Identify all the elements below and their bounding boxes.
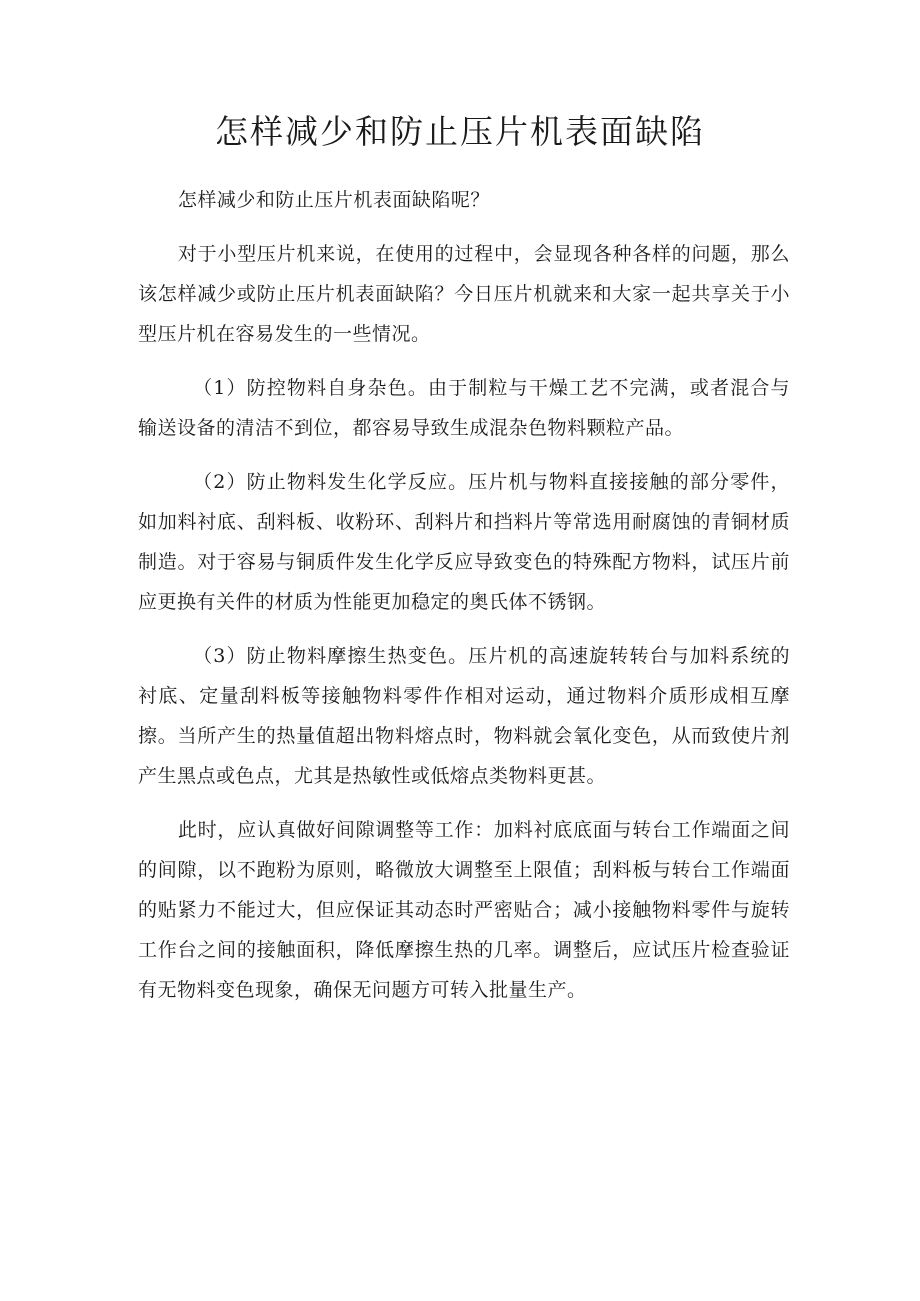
point-3-paragraph: （3）防止物料摩擦生热变色。压片机的高速旋转转台与加料系统的衬底、定量刮料板等接触物料零件作相对运动，通过物料介质形成相互摩擦。当所产生的热量值超出物料熔点时，物料就会氧化变色，从而致使片剂产生黑点或色点，尤其是热敏性或低熔点类物料更甚。 — [138, 645, 790, 787]
point-1-paragraph: （1）防控物料自身杂色。由于制粒与干燥工艺不完满，或者混合与输送设备的清洁不到位，都容易导致生成混杂色物料颗粒产品。 — [138, 377, 790, 439]
document-body — [138, 180, 790, 1024]
point-2-paragraph: （2）防止物料发生化学反应。压片机与物料直接接触的部分零件，如加料衬底、刮料板、收粉环、刮料片和挡料片等常选用耐腐蚀的青铜材质制造。对于容易与铜质件发生化学反应导致变色的特殊配方物料，试压片前应更换有关件的材质为性能更加稳定的奥氏体不锈钢。 — [138, 471, 790, 613]
adjustment-paragraph: 此时，应认真做好间隙调整等工作：加料衬底底面与转台工作端面之间的间隙，以不跑粉为原则，略微放大调整至上限值；刮料板与转台工作端面的贴紧力不能过大，但应保证其动态时严密贴合；减小接触物料零件与旋转工作台之间的接触面积，降低摩擦生热的几率。调整后，应试压片检查验证有无物料变色现象，确保无问题方可转入批量生产。 — [138, 819, 790, 1001]
intro-question-paragraph: 怎样减少和防止压片机表面缺陷呢？ — [177, 189, 490, 211]
overview-paragraph: 对于小型压片机来说，在使用的过程中，会显现各种各样的问题，那么该怎样减少或防止压片机表面缺陷？今日压片机就来和大家一起共享关于小型压片机在容易发生的一些情况。 — [138, 243, 790, 345]
document-title: 怎样减少和防止压片机表面缺陷 — [215, 112, 705, 151]
